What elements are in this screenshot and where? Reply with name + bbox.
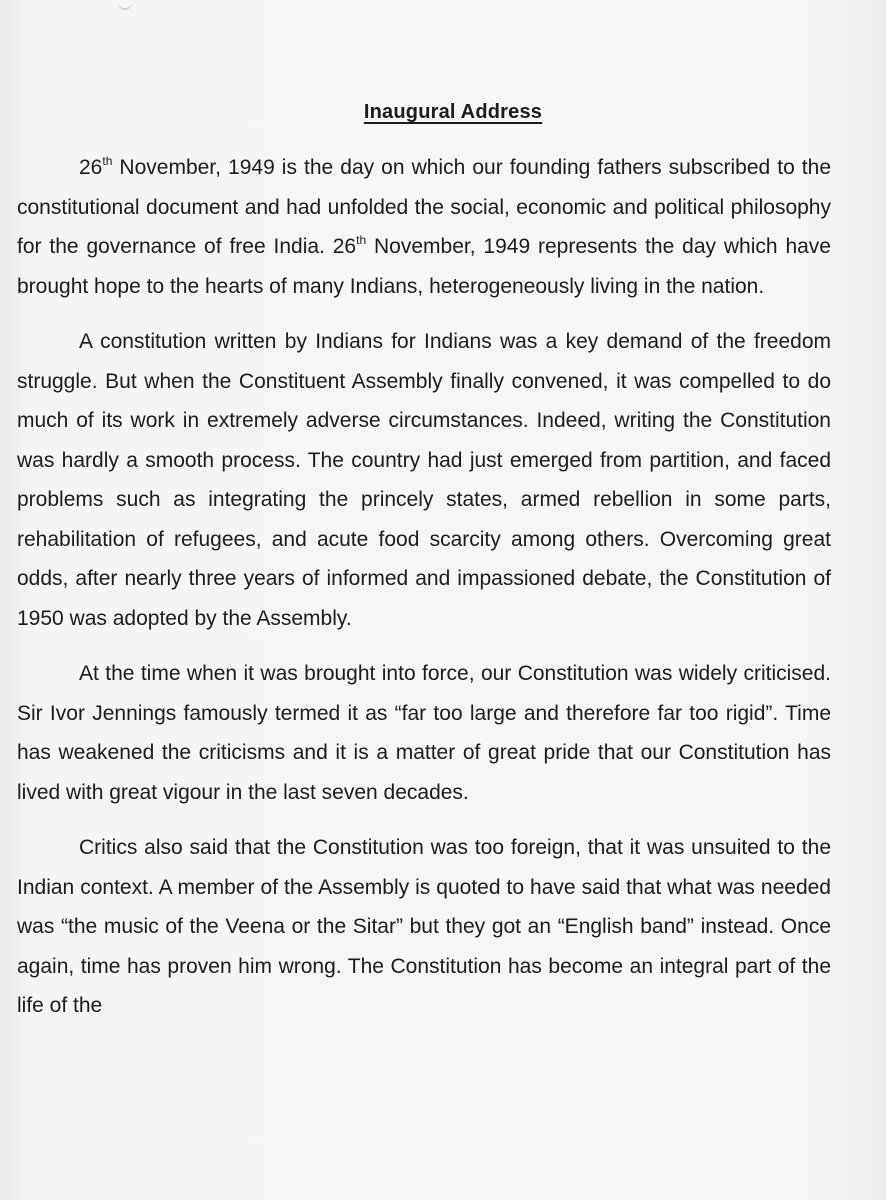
scan-artifact: [118, 0, 132, 10]
document-body: [17, 148, 831, 1026]
ordinal-suffix: th: [356, 233, 367, 247]
paragraph-4: Critics also said that the Constitution was too foreign, that it was unsuited to the Indian context. A member of the Assembly is quoted to have said that what was needed was “the music of the Veena or the Sitar” but they got an “English band” instead. Once again, time has proven him wrong. The Constitution has become an integral part of the life of the: [17, 836, 831, 1017]
paragraph-3: At the time when it was brought into force, our Constitution was widely criticised. Sir Ivor Jennings famously termed it as “far too large and therefore far too rigid”. Time has weakened the criticisms and it is a matter of great pride that our Constitution has lived with great vigour in the last seven decades.: [17, 662, 831, 804]
paragraph-2: A constitution written by Indians for Indians was a key demand of the freedom struggle. But when the Constituent Assembly finally convened, it was compelled to do much of its work in extremely adverse circumstances. Indeed, writing the Constitution was hardly a smooth process. The country had just emerged from partition, and faced problems such as integrating the princely states, armed rebellion in some parts, rehabilitation of refugees, and acute food scarcity among others. Overcoming great odds, after nearly three years of informed and impassioned debate, the Constitution of 1950 was adopted by the Assembly.: [17, 330, 831, 630]
document-title: Inaugural Address: [363, 101, 543, 123]
paragraph-1-date-number: 26: [79, 156, 103, 179]
ordinal-suffix: th: [102, 154, 113, 168]
paragraph-1-text-part: November, 1949 is the day on which our founding fathers subscribed to the constitutional document and had unfolded the social, economic and political philosophy for the governance of free India. 26: [17, 156, 831, 258]
paragraph-1-text-part: November, 1949 represents the day which have brought hope to the hearts of many Indians, heterogeneously living in the nation.: [17, 235, 831, 298]
paragraph-1: [17, 148, 831, 306]
